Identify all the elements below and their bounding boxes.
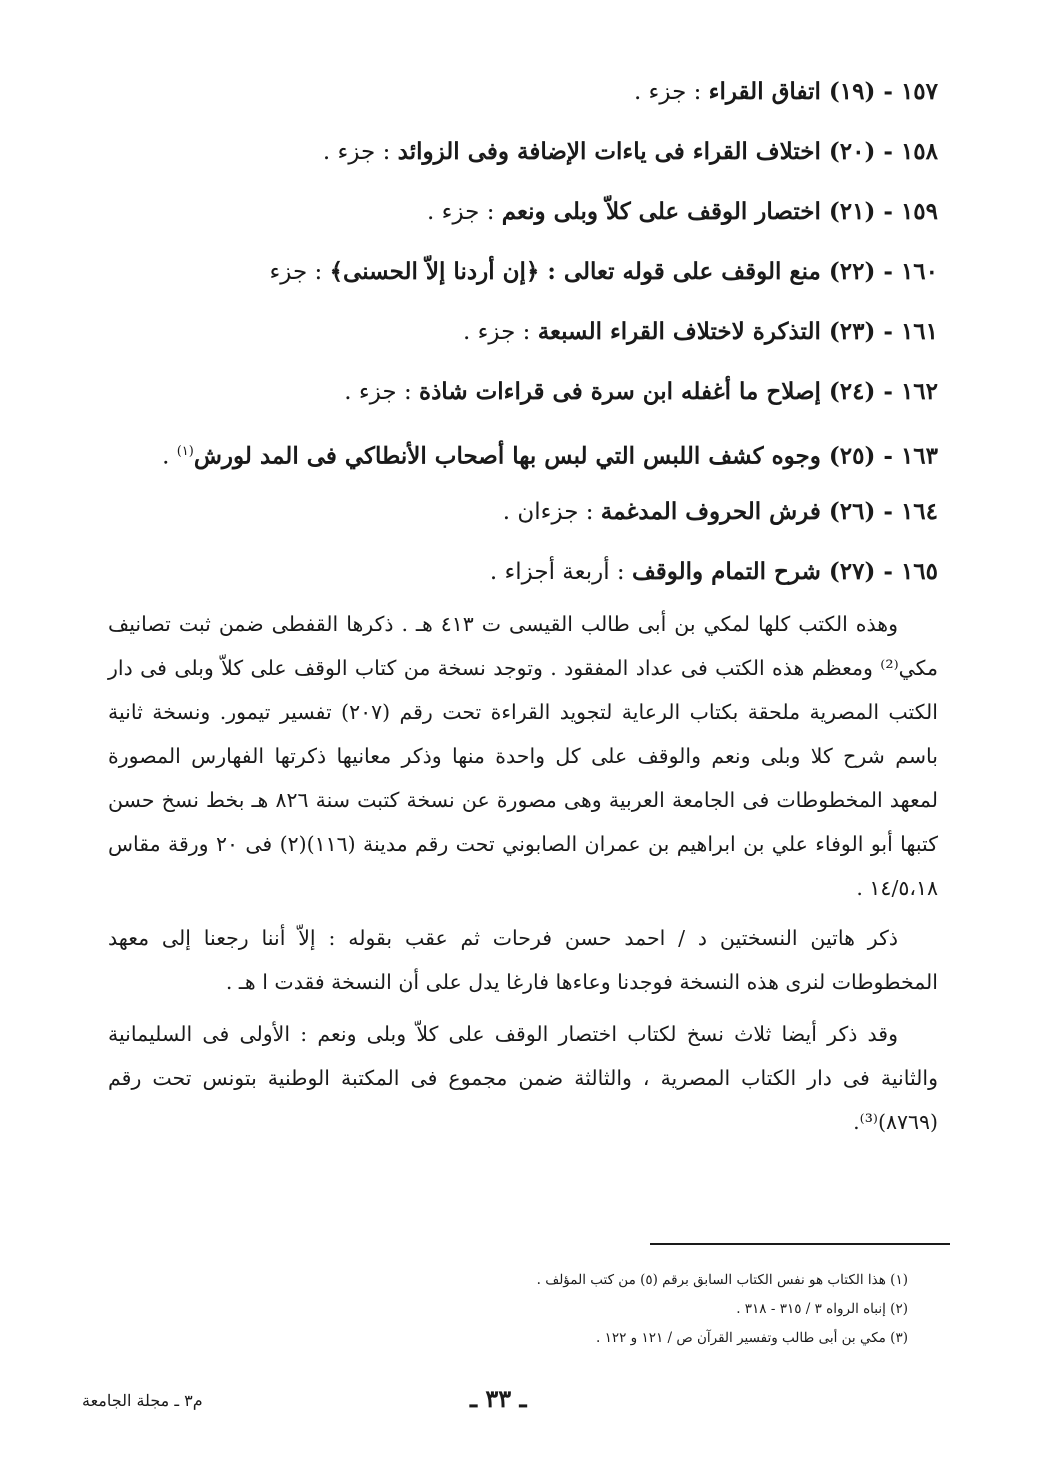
- entry-title: (٢٢) منع الوقف على قوله تعالى : ﴿إن أردنا إلاّ الحسنى﴾: [329, 258, 876, 285]
- book-list: [118, 66, 938, 606]
- paragraph-manuscripts: وهذه الكتب كلها لمكي بن أبى طالب القيسى ت ٤١٣ هـ . ذكرها القفطى ضمن ثبت تصانيف مكي⁽²⁾ ومعظم هذه الكتب فى عداد المفقود . وتوجد نسخة من كتاب الوقف على كلاّ وبلى فى دار الكتب المصرية ملحقة بكتاب الرعاية لتجويد القراءة تحت رقم (٢٠٧) تفسير تيمور. ونسخة ثانية باسم شرح كلا وبلى ونعم والوقف على كل واحدة منها وذكر معانيها ذكرتها الفهارس المصورة لمعهد المخطوطات فى الجامعة العربية وهى مصورة عن نسخة كتبت سنة ٨٢٦ هـ بخط نسخ حسن كتبها أبو الوفاء علي بن ابراهيم بن عمران الصابوني تحت رقم مدينة (١١٦)(٢) فى ٢٠ ورقة مقاس ١٤/٥،١٨ .: [108, 612, 938, 900]
- footnote: (٢) إنباه الرواه ٣ / ٣١٥ - ٣١٨ .: [736, 1301, 908, 1317]
- entry-title: (٢٥) وجوه كشف اللبس التي لبس بها أصحاب الأنطاكي فى المد لورش: [193, 442, 876, 470]
- entry-volumes: : أربعة أجزاء .: [489, 559, 632, 585]
- entry-number: ١٦٥ -: [875, 558, 938, 585]
- body-text: [108, 602, 938, 1150]
- entry-title: (١٩) اتفاق القراء: [708, 78, 876, 105]
- list-item: [118, 66, 938, 126]
- entry-volumes: .: [162, 443, 177, 470]
- paragraph-three-copies: وقد ذكر أيضا ثلاث نسخ لكتاب اختصار الوقف على كلاّ وبلى ونعم : الأولى فى السليمانية والثانية فى دار الكتاب المصرية ، والثالثة ضمن مجموع فى المكتبة الوطنية بتونس تحت رقم (٨٧٦٩)⁽³⁾.: [108, 1022, 938, 1134]
- footnote: (١) هذا الكتاب هو نفس الكتاب السابق برقم (٥) من كتب المؤلف .: [536, 1272, 908, 1288]
- footnote-divider: [650, 1243, 950, 1245]
- entry-number: ١٦٣ -: [875, 442, 938, 470]
- entry-title: (٢١) اختصار الوقف على كلاّ وبلى ونعم: [501, 198, 876, 225]
- entry-volumes: : جزءان .: [502, 499, 601, 525]
- entry-number: ١٦٤ -: [875, 498, 938, 525]
- page-number: ـ ٣٣ ـ: [470, 1384, 527, 1413]
- entry-title: (٢٤) إصلاح ما أغفله ابن سرة فى قراءات شاذة: [419, 378, 876, 405]
- entry-volumes: : جزء .: [344, 379, 420, 405]
- paragraph-farhat-note: ذكر هاتين النسختين د / احمد حسن فرحات ثم عقب بقوله : إلاّ أننا رجعنا إلى معهد المخطوطات لنرى هذه النسخة فوجدنا وعاءها فارغا يدل على أن النسخة فقدت ا هـ .: [108, 926, 938, 994]
- entry-number: ١٦٠ -: [875, 258, 938, 285]
- entry-title: (٢٧) شرح التمام والوقف: [631, 558, 876, 585]
- list-item: [118, 186, 938, 246]
- entry-number: ١٦١ -: [875, 318, 938, 345]
- entry-volumes: : جزء .: [633, 79, 709, 105]
- footnote: (٣) مكي بن أبى طالب وتفسير القرآن ص / ١٢١ و ١٢٢ .: [596, 1330, 908, 1346]
- list-item: [118, 546, 938, 606]
- entry-number: ١٥٩ -: [875, 198, 938, 225]
- list-item: [118, 486, 938, 546]
- entry-volumes: : جزء .: [322, 139, 398, 165]
- list-item: [118, 366, 938, 426]
- entry-title: (٢٠) اختلاف القراء فى ياءات الإضافة وفى الزوائد: [397, 138, 876, 165]
- journal-signature: م٣ ـ مجلة الجامعة: [82, 1391, 203, 1410]
- entry-title: (٢٦) فرش الحروف المدغمة: [600, 498, 876, 525]
- entry-number: ١٦٢ -: [875, 378, 938, 405]
- list-item: [118, 426, 938, 486]
- entry-title: (٢٣) التذكرة لاختلاف القراء السبعة: [537, 318, 876, 345]
- entry-volumes: : جزء .: [427, 199, 502, 225]
- list-item: [118, 126, 938, 186]
- entry-volumes: : جزء: [269, 259, 330, 285]
- entry-number: ١٥٨ -: [875, 138, 938, 165]
- entry-number: ١٥٧ -: [875, 78, 938, 105]
- list-item: [118, 306, 938, 366]
- footnotes: [348, 1266, 908, 1353]
- footnote-ref: (١): [176, 444, 194, 459]
- entry-volumes: : جزء .: [462, 319, 538, 345]
- list-item: [118, 246, 938, 306]
